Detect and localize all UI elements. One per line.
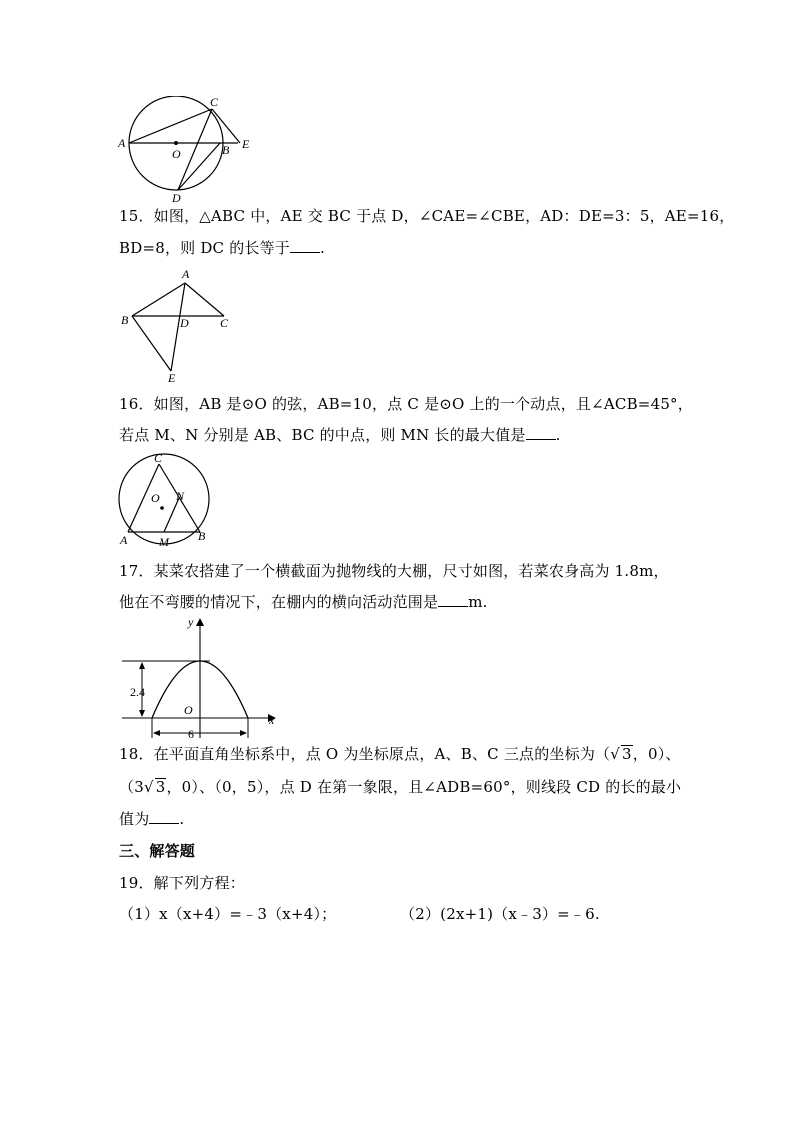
q18-radicand-1: 3 (622, 745, 632, 763)
label-width: 6 (188, 727, 194, 738)
section-title: 三、解答题 (119, 842, 196, 860)
label-c: C (154, 452, 163, 465)
q18-text-line3-post: . (179, 810, 185, 828)
q18-answer-blank[interactable] (149, 809, 179, 824)
label-n: N (176, 489, 185, 503)
label-a: A (120, 533, 128, 547)
label-e: E (242, 137, 250, 151)
q15-answer-blank[interactable] (290, 238, 320, 253)
q19-equation-1: （1）x（x+4）=﹣3（x+4）； (119, 905, 337, 923)
q17-text-line2 (119, 592, 488, 612)
q17-answer-blank[interactable] (438, 592, 468, 607)
figure-circle-q14 (116, 96, 256, 204)
q16-answer-blank[interactable] (526, 425, 556, 440)
label-x: x (269, 713, 275, 727)
label-o: O (184, 703, 193, 717)
label-c: C (220, 316, 229, 330)
label-c: C (210, 96, 219, 109)
q15-text-line2 (119, 238, 325, 258)
q18-radicand-2: 3 (155, 778, 166, 796)
q17-text-line2-pre: 他在不弯腰的情况下，在棚内的横向活动范围是 (119, 593, 439, 611)
q16-text-line2 (119, 425, 561, 445)
q18-text-line2-a: （3 (119, 778, 144, 796)
label-e: E (168, 371, 176, 384)
label-a: A (118, 136, 126, 150)
figure-triangle-q15 (116, 266, 236, 384)
label-y: y (188, 615, 194, 629)
label-b: B (121, 313, 129, 327)
label-b: B (222, 143, 230, 157)
q18-text-line3-pre: 值为 (119, 810, 150, 828)
q16-text-line2-pre: 若点 M、N 分别是 AB、BC 的中点，则 MN 长的最大值是 (119, 426, 526, 444)
q17-text-line2-post: m. (468, 593, 488, 611)
q18-text-line1-b: ，0）、 (632, 745, 681, 763)
label-b: B (198, 529, 206, 543)
q19-title: 19．解下列方程： (119, 874, 245, 892)
q19-equation-2: （2）(2x+1)（x﹣3）=﹣6. (400, 905, 600, 923)
label-d: D (180, 316, 189, 330)
label-a: A (182, 267, 190, 281)
label-d: D (172, 191, 181, 204)
label-m: M (159, 535, 169, 548)
q17-text-line1: 17．某菜农搭建了一个横截面为抛物线的大棚，尺寸如图，若菜农身高为 1.8m， (119, 562, 669, 580)
q16-text-line2-post: . (555, 426, 561, 444)
q15-text-line1: 15．如图，△ABC 中，AE 交 BC 于点 D，∠CAE=∠CBE，AD：DE=3：5，AE=16， (119, 207, 735, 225)
q18-text-line2: （3√ 3，0）、（0，5），点 D 在第一象限，且∠ADB=60°，则线段 CD 的长的最小 (119, 778, 682, 796)
q16-text-line1: 16．如图，AB 是⊙O 的弦，AB=10，点 C 是⊙O 上的一个动点，且∠ACB=45°， (119, 395, 693, 413)
figure-circle-q16 (114, 452, 214, 548)
q15-text-line2-post: . (320, 239, 325, 257)
figure-parabola-q17 (118, 614, 284, 738)
label-o: O (151, 491, 160, 505)
q18-text-line3 (119, 809, 184, 829)
q18-text-line1: 18．在平面直角坐标系中，点 O 为坐标原点，A、B、C 三点的坐标为（√ 3，0）、 (119, 745, 681, 763)
label-o: O (172, 147, 181, 161)
q15-text-line2-pre: BD=8，则 DC 的长等于 (119, 239, 291, 257)
q18-text-line1-a: 18．在平面直角坐标系中，点 O 为坐标原点，A、B、C 三点的坐标为（ (119, 745, 611, 763)
q18-text-line2-b: ，0）、（0，5），点 D 在第一象限，且∠ADB=60°，则线段 CD 的长的最小 (166, 778, 682, 796)
label-height: 2.4 (130, 685, 145, 699)
